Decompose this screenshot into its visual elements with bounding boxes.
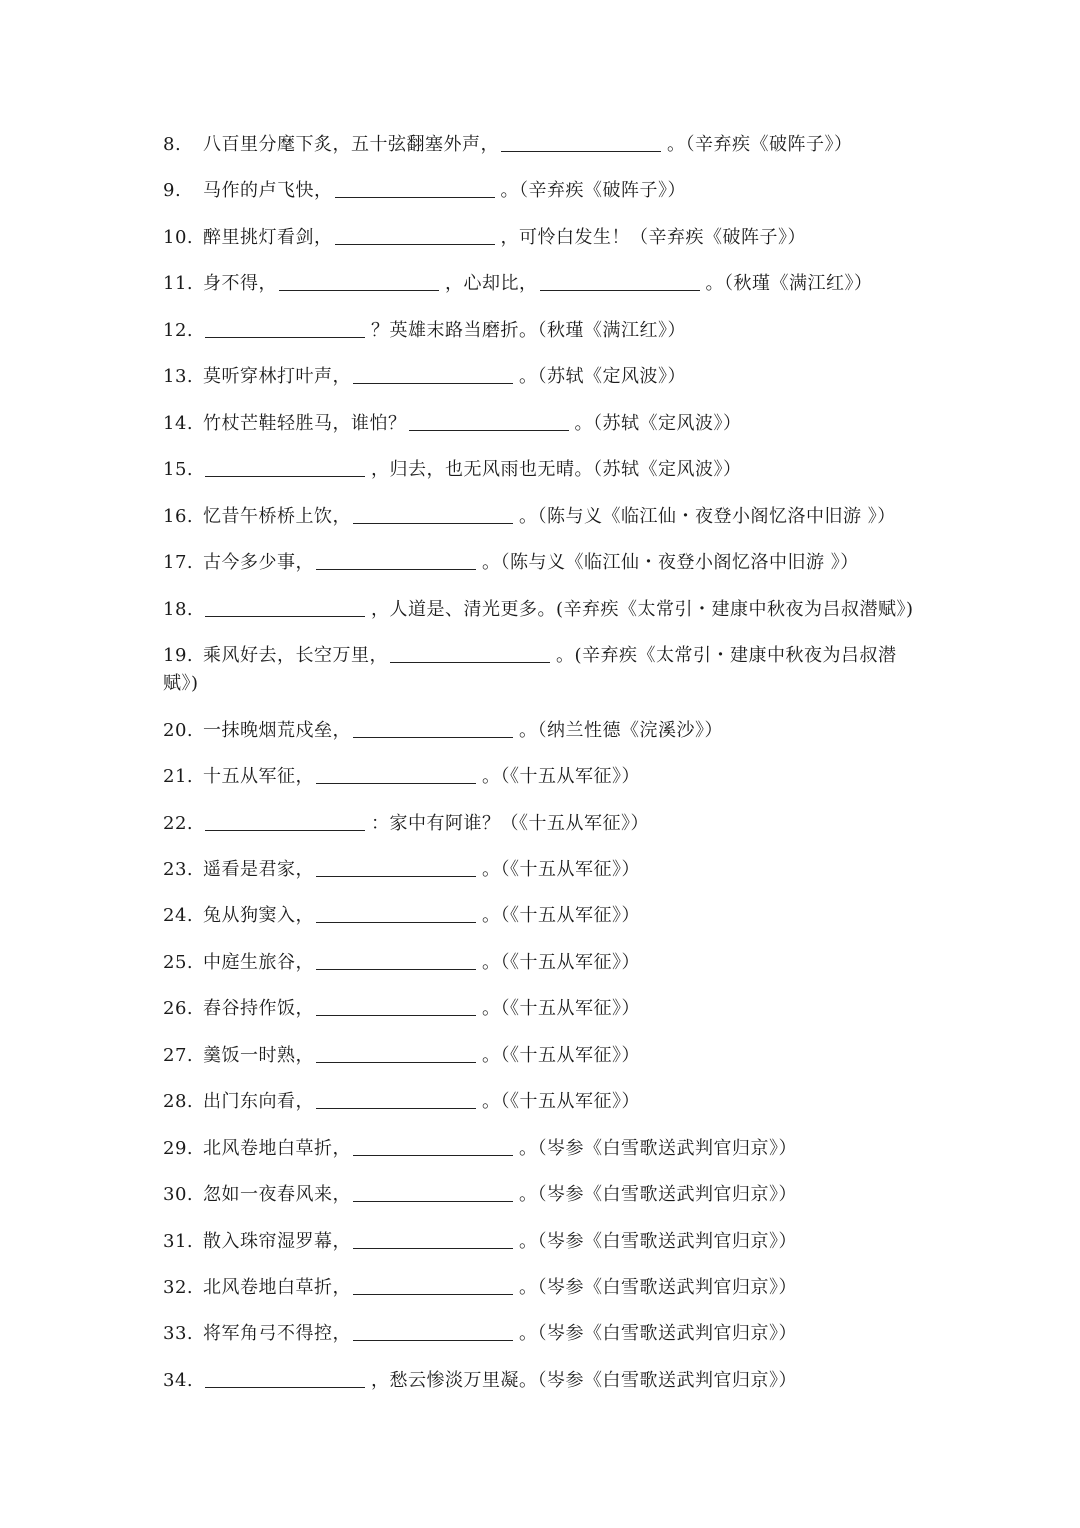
question-text: 忽如一夜春风来， <box>203 1184 351 1205</box>
question-text: 马作的卢飞快， <box>203 180 333 201</box>
question-number: 14. <box>163 413 194 434</box>
question-text: 兔从狗窦入， <box>203 905 314 926</box>
question-source: 。（苏轼《定风波》） <box>574 413 742 434</box>
question-24 <box>163 902 923 930</box>
question-19 <box>163 642 923 698</box>
question-text: 将军角弓不得控， <box>203 1323 351 1344</box>
answer-blank[interactable] <box>316 856 476 877</box>
answer-blank[interactable] <box>409 410 569 431</box>
question-16 <box>163 503 923 531</box>
question-source: 。（《十五从军征》） <box>482 859 640 880</box>
question-text: 北风卷地白草折， <box>203 1138 351 1159</box>
question-number: 8. <box>163 134 182 155</box>
question-source: 。（辛弃疾《破阵子》） <box>500 180 686 201</box>
question-text: 遥看是君家， <box>203 859 314 880</box>
question-number: 16. <box>163 506 194 527</box>
question-number: 33. <box>163 1323 194 1344</box>
question-number: 22. <box>163 813 194 834</box>
question-source: ，可怜白发生！（辛弃疾《破阵子》） <box>500 227 806 248</box>
question-text: 羹饭一时熟， <box>203 1045 314 1066</box>
question-number: 31. <box>163 1231 194 1252</box>
question-number: 29. <box>163 1138 194 1159</box>
question-23 <box>163 856 923 884</box>
answer-blank[interactable] <box>205 317 365 338</box>
question-number: 30. <box>163 1184 194 1205</box>
question-source: 。（辛弃疾《破阵子》） <box>667 134 853 155</box>
question-source: 。（秋瑾《满江红》） <box>705 273 873 294</box>
question-number: 27. <box>163 1045 194 1066</box>
question-source: ？英雄末路当磨折。（秋瑾《满江红》） <box>371 320 686 341</box>
question-text: 醉里挑灯看剑， <box>203 227 333 248</box>
question-28 <box>163 1088 923 1116</box>
question-number: 13. <box>163 366 194 387</box>
question-number: 15. <box>163 459 194 480</box>
question-11 <box>163 270 923 298</box>
question-number: 21. <box>163 766 194 787</box>
question-number: 18. <box>163 599 194 620</box>
answer-blank[interactable] <box>335 224 495 245</box>
question-text: 忆昔午桥桥上饮， <box>203 506 351 527</box>
question-number: 25. <box>163 952 194 973</box>
question-number: 9. <box>163 180 182 201</box>
question-source: 。（《十五从军征》） <box>482 1091 640 1112</box>
answer-blank[interactable] <box>501 131 661 152</box>
question-32 <box>163 1274 923 1302</box>
question-text: 古今多少事， <box>203 552 314 573</box>
question-number: 20. <box>163 720 194 741</box>
question-source: 。（《十五从军征》） <box>482 998 640 1019</box>
answer-blank[interactable] <box>316 1088 476 1109</box>
answer-blank[interactable] <box>353 717 513 738</box>
question-13 <box>163 363 923 391</box>
question-text: 十五从军征， <box>203 766 314 787</box>
question-text: 竹杖芒鞋轻胜马，谁怕？ <box>203 413 407 434</box>
question-source: 。（岑参《白雪歌送武判官归京》） <box>519 1231 797 1252</box>
question-source: 。（岑参《白雪歌送武判官归京》） <box>519 1138 797 1159</box>
question-source: 。（《十五从军征》） <box>482 905 640 926</box>
answer-blank[interactable] <box>353 1135 513 1156</box>
question-number: 23. <box>163 859 194 880</box>
question-source: 。（纳兰性德《浣溪沙》） <box>519 720 723 741</box>
answer-blank[interactable] <box>353 1228 513 1249</box>
question-text: 八百里分麾下炙，五十弦翻塞外声， <box>203 134 499 155</box>
question-33 <box>163 1320 923 1348</box>
answer-blank[interactable] <box>316 763 476 784</box>
question-text: 一抹晚烟荒戍垒， <box>203 720 351 741</box>
question-12 <box>163 317 923 345</box>
question-source: 。（陈与义《临江仙・夜登小阁忆洛中旧游 》） <box>482 552 859 573</box>
question-17 <box>163 549 923 577</box>
answer-blank[interactable] <box>205 456 365 477</box>
question-source: 。（《十五从军征》） <box>482 952 640 973</box>
answer-blank[interactable] <box>205 810 365 831</box>
question-21 <box>163 763 923 791</box>
question-source: ，愁云惨淡万里凝。（岑参《白雪歌送武判官归京》） <box>371 1370 797 1391</box>
question-source: 。（《十五从军征》） <box>482 1045 640 1066</box>
question-34 <box>163 1367 923 1395</box>
answer-blank[interactable] <box>390 642 550 663</box>
question-number: 34. <box>163 1370 194 1391</box>
question-10 <box>163 224 923 252</box>
question-9 <box>163 177 923 205</box>
question-text: 身不得， <box>203 273 277 294</box>
answer-blank[interactable] <box>316 902 476 923</box>
question-number: 24. <box>163 905 194 926</box>
question-14 <box>163 410 923 438</box>
question-30 <box>163 1181 923 1209</box>
question-26 <box>163 995 923 1023</box>
question-source: ，归去，也无风雨也无晴。（苏轼《定风波》） <box>371 459 742 480</box>
question-text: 舂谷持作饭， <box>203 998 314 1019</box>
question-text: ，心却比， <box>445 273 538 294</box>
answer-blank[interactable] <box>353 1181 513 1202</box>
answer-blank[interactable] <box>279 270 439 291</box>
question-number: 12. <box>163 320 194 341</box>
question-25 <box>163 949 923 977</box>
question-text: 乘风好去，长空万里， <box>203 645 388 666</box>
answer-blank[interactable] <box>353 363 513 384</box>
question-number: 10. <box>163 227 194 248</box>
answer-blank[interactable] <box>335 177 495 198</box>
answer-blank[interactable] <box>205 596 365 617</box>
question-8 <box>163 131 923 159</box>
question-number: 28. <box>163 1091 194 1112</box>
answer-blank[interactable] <box>316 549 476 570</box>
question-source: ：家中有阿谁？（《十五从军征》） <box>371 813 649 834</box>
question-31 <box>163 1228 923 1256</box>
question-text: 北风卷地白草折， <box>203 1277 351 1298</box>
question-source: 。（岑参《白雪歌送武判官归京》） <box>519 1277 797 1298</box>
question-15 <box>163 456 923 484</box>
question-source: 。（岑参《白雪歌送武判官归京》） <box>519 1323 797 1344</box>
answer-blank[interactable] <box>353 1274 513 1295</box>
question-source: 。（陈与义《临江仙・夜登小阁忆洛中旧游 》） <box>519 506 896 527</box>
question-29 <box>163 1135 923 1163</box>
question-text: 散入珠帘湿罗幕， <box>203 1231 351 1252</box>
answer-blank[interactable] <box>540 270 700 291</box>
question-27 <box>163 1042 923 1070</box>
question-source: 。（岑参《白雪歌送武判官归京》） <box>519 1184 797 1205</box>
answer-blank[interactable] <box>316 949 476 970</box>
answer-blank[interactable] <box>353 1320 513 1341</box>
answer-blank[interactable] <box>316 1042 476 1063</box>
answer-blank[interactable] <box>316 995 476 1016</box>
question-number: 17. <box>163 552 194 573</box>
question-number: 19. <box>163 645 194 666</box>
question-source: 。（《十五从军征》） <box>482 766 640 787</box>
question-source: 。（苏轼《定风波》） <box>519 366 686 387</box>
question-number: 26. <box>163 998 194 1019</box>
question-text: 中庭生旅谷， <box>203 952 314 973</box>
question-number: 32. <box>163 1277 194 1298</box>
question-20 <box>163 717 923 745</box>
question-text: 莫听穿林打叶声， <box>203 366 351 387</box>
question-source: 。(辛弃疾《太常引・建康中秋夜为吕叔潜赋》) <box>163 645 897 694</box>
question-number: 11. <box>163 273 194 294</box>
question-source: ，人道是、清光更多。(辛弃疾《太常引・建康中秋夜为吕叔潜赋》) <box>371 599 914 620</box>
answer-blank[interactable] <box>353 503 513 524</box>
question-22 <box>163 810 923 838</box>
question-18 <box>163 596 923 624</box>
answer-blank[interactable] <box>205 1367 365 1388</box>
question-text: 出门东向看， <box>203 1091 314 1112</box>
